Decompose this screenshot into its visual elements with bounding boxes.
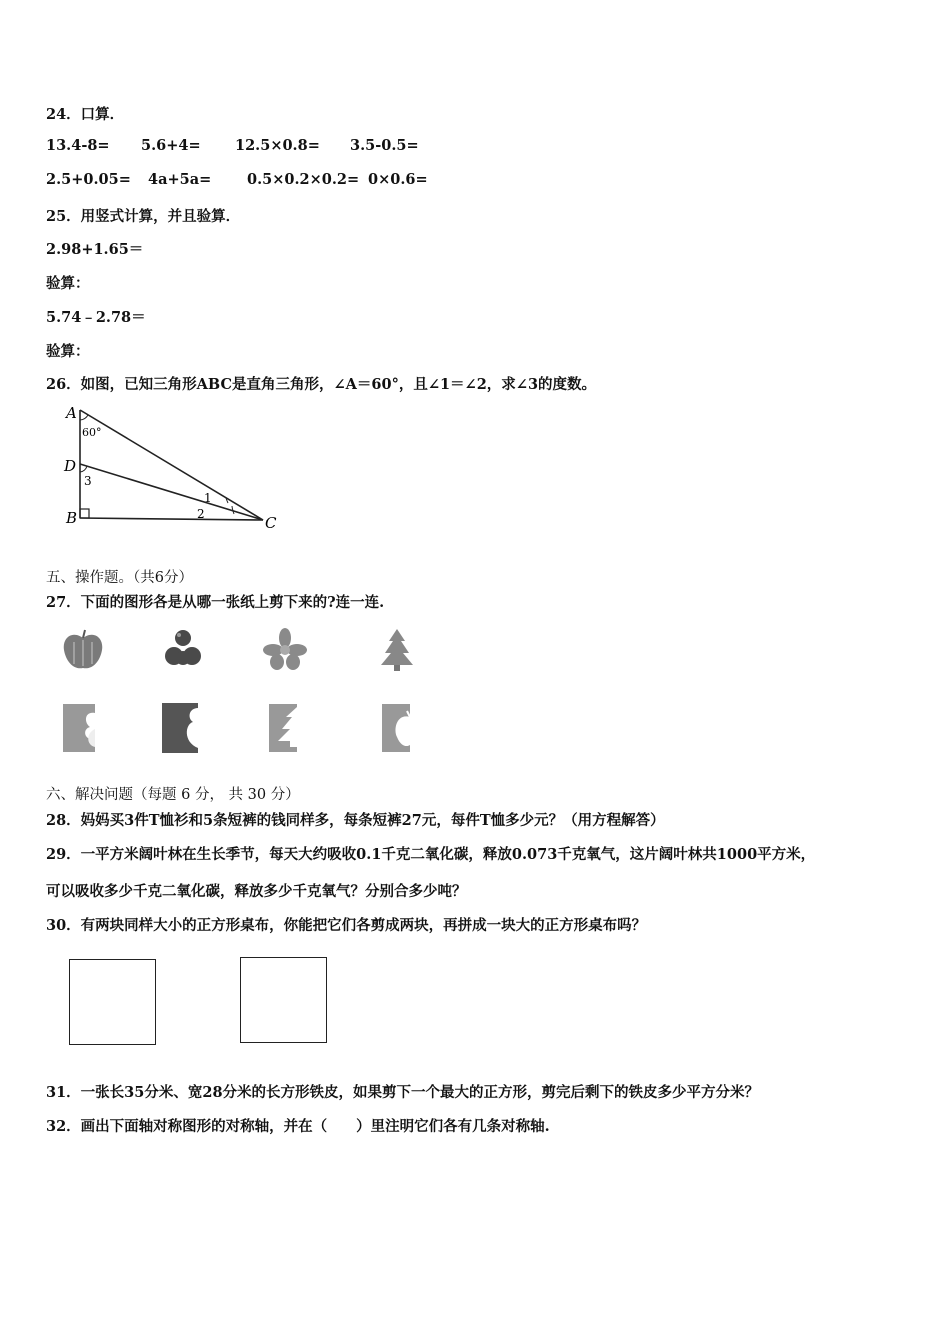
q25-expression-1: 2.98+1.65＝	[46, 241, 144, 258]
gourd-shape-icon	[163, 626, 203, 672]
q24-calc: 0×0.6=	[368, 171, 428, 188]
q24-title: 24．口算．	[46, 106, 125, 123]
q24-calc: 5.6+4=	[141, 137, 201, 154]
folded-paper-gourd-icon	[161, 702, 199, 754]
q26-title: 26．如图，已知三角形ABC是直角三角形，∠A＝60°，且∠1＝∠2，求∠3的度数。	[46, 376, 597, 393]
folded-paper-flower-icon	[62, 703, 96, 753]
q29-line-1: 29．一平方米阔叶林在生长季节，每天大约吸收0.1千克二氧化碳，释放0.073千克氧气，这片阔叶林共1000平方米，	[46, 846, 816, 863]
q30-text: 30．有两块同样大小的正方形桌布，你能把它们各剪成两块，再拼成一块大的正方形桌布吗？	[46, 917, 647, 934]
q24-calc: 2.5+0.05=	[46, 171, 131, 188]
q28-text: 28．妈妈买3件T恤衫和5条短裤的钱同样多，每条短裤27元，每件T恤多少元？（用方程解答）	[46, 812, 665, 829]
q25-check-2: 验算：	[46, 343, 90, 360]
q31-text: 31．一张长35分米、宽28分米的长方形铁皮，如果剪下一个最大的正方形，剪完后剩下的铁皮多少平方分米？	[46, 1084, 760, 1101]
q24-calc: 4a+5a=	[148, 171, 212, 188]
triangle-figure	[58, 400, 288, 535]
q24-calc: 0.5×0.2×0.2=	[247, 171, 360, 188]
q25-title: 25．用竖式计算，并且验算．	[46, 208, 241, 225]
q32-text: 32．画出下面轴对称图形的对称轴，并在（ ）里注明它们各有几条对称轴.	[46, 1118, 550, 1135]
q27-title: 27．下面的图形各是从哪一张纸上剪下来的?连一连.	[46, 594, 385, 611]
q29-line-2: 可以吸收多少千克二氧化碳，释放多少千克氧气？分别合多少吨？	[46, 883, 467, 900]
q24-calc: 13.4-8=	[46, 137, 110, 154]
label-angle-3: 3	[84, 474, 92, 488]
square-tablecloth-1	[69, 959, 156, 1045]
label-b: B	[66, 509, 78, 527]
flower-shape-icon	[263, 628, 307, 672]
section-6-title: 六、解决问题（每题 6 分， 共 30 分）	[46, 787, 300, 803]
label-angle-2: 2	[197, 507, 205, 521]
square-tablecloth-2	[240, 957, 327, 1043]
q25-check-1: 验算：	[46, 275, 90, 292]
q24-calc: 3.5-0.5=	[350, 137, 419, 154]
label-a: A	[66, 404, 77, 422]
apple-shape-icon	[60, 628, 106, 672]
label-angle-a: 60°	[82, 426, 102, 439]
folded-paper-tree-icon	[268, 703, 298, 753]
section-5-title: 五、操作题。（共6分）	[46, 570, 193, 586]
folded-paper-apple-icon	[381, 703, 411, 753]
label-angle-1: 1	[204, 491, 212, 505]
q24-calc: 12.5×0.8=	[235, 137, 320, 154]
label-c: C	[265, 514, 277, 532]
tree-shape-icon	[377, 627, 417, 673]
label-d: D	[64, 457, 77, 475]
q25-expression-2: 5.74﹣2.78＝	[46, 309, 146, 326]
